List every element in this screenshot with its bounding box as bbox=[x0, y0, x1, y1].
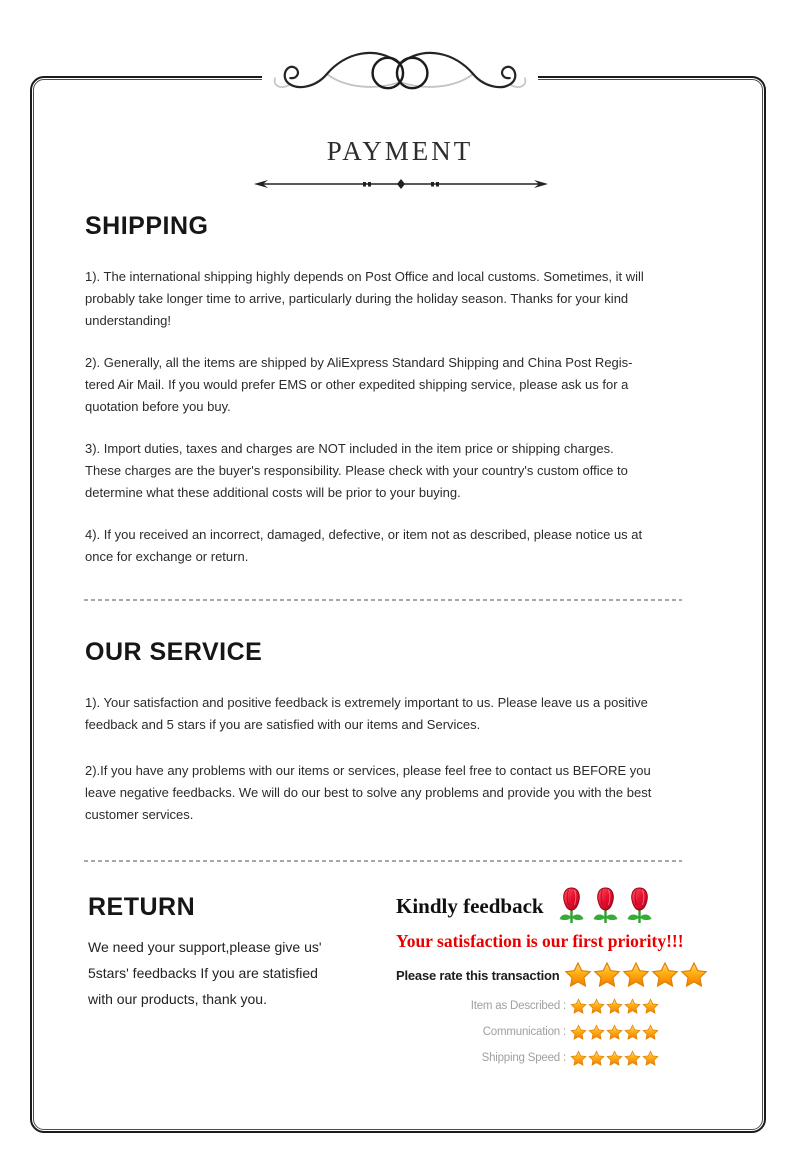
star-icon bbox=[570, 1024, 587, 1041]
rating-row-item-described bbox=[396, 997, 746, 1015]
rating-stars bbox=[569, 1050, 659, 1067]
text-line: probably take longer time to arrive, particularly during the holiday season. Thanks for your kind bbox=[85, 291, 629, 306]
text-line: 2). Generally, all the items are shipped by AliExpress Standard Shipping and China Post Regis- bbox=[85, 355, 633, 370]
text-line: 3). Import duties, taxes and charges are NOT included in the item price or shipping charges. bbox=[85, 441, 614, 456]
text-line: with our products, thank you. bbox=[88, 991, 267, 1007]
return-paragraph bbox=[88, 934, 322, 1012]
text-line: customer services. bbox=[85, 807, 194, 822]
section-divider bbox=[84, 860, 682, 862]
rating-row-label: Communication : bbox=[482, 1026, 566, 1038]
star-icon bbox=[593, 961, 621, 989]
rose-icons bbox=[558, 886, 653, 926]
feedback-panel bbox=[396, 882, 746, 1067]
text-line: 5stars' feedbacks If you are statisfied bbox=[88, 965, 318, 981]
rose-icon bbox=[592, 886, 619, 926]
return-heading: RETURN bbox=[88, 893, 196, 921]
star-icon bbox=[642, 998, 659, 1015]
rate-transaction-label: Please rate this transaction bbox=[396, 967, 560, 983]
rate-transaction-row bbox=[396, 961, 746, 989]
text-line: tered Air Mail. If you would prefer EMS or other expedited shipping service, please ask us for a bbox=[85, 377, 629, 392]
star-icon bbox=[564, 961, 592, 989]
star-icon bbox=[642, 1024, 659, 1041]
star-icon bbox=[606, 1050, 623, 1067]
flourish-ornament-icon bbox=[268, 46, 532, 102]
rating-row-communication bbox=[396, 1023, 746, 1041]
star-icon bbox=[588, 1024, 605, 1041]
star-icon bbox=[651, 961, 679, 989]
service-paragraph-2 bbox=[85, 760, 651, 826]
rose-icon bbox=[626, 886, 653, 926]
star-icon bbox=[624, 998, 641, 1015]
text-line: leave negative feedbacks. We will do our best to solve any problems and provide you with the best bbox=[85, 785, 652, 800]
feedback-title-row bbox=[396, 882, 746, 930]
rating-row-label: Shipping Speed : bbox=[481, 1052, 566, 1064]
rating-row-label: Item as Described : bbox=[470, 1000, 566, 1012]
rating-stars bbox=[569, 1024, 659, 1041]
page-title: PAYMENT bbox=[326, 136, 474, 166]
star-icon bbox=[606, 1024, 623, 1041]
shipping-paragraph-4 bbox=[85, 524, 642, 568]
service-paragraph-1 bbox=[85, 692, 648, 736]
text-line: determine what these additional costs will be prior to your buying. bbox=[85, 485, 461, 500]
rating-stars bbox=[569, 998, 659, 1015]
arrow-divider-icon bbox=[253, 176, 549, 192]
shipping-paragraph-1 bbox=[85, 266, 644, 332]
star-icon bbox=[624, 1024, 641, 1041]
text-line: once for exchange or return. bbox=[85, 549, 249, 564]
star-icon bbox=[606, 998, 623, 1015]
text-line: 1). Your satisfaction and positive feedback is extremely important to us. Please leave us a positive bbox=[85, 695, 648, 710]
text-line: quotation before you buy. bbox=[85, 399, 231, 414]
star-icon bbox=[570, 998, 587, 1015]
star-icon bbox=[588, 1050, 605, 1067]
shipping-heading: SHIPPING bbox=[85, 212, 209, 240]
text-line: understanding! bbox=[85, 313, 172, 328]
section-divider bbox=[84, 599, 682, 601]
shipping-paragraph-3 bbox=[85, 438, 628, 504]
shipping-paragraph-2 bbox=[85, 352, 633, 418]
text-line: 2).If you have any problems with our items or services, please feel free to contact us BEFORE you bbox=[85, 763, 651, 778]
text-line: 4). If you received an incorrect, damaged, defective, or item not as described, please notice us at bbox=[85, 527, 643, 542]
priority-text: Your satisfaction is our first priority!!! bbox=[396, 931, 684, 951]
star-icon bbox=[642, 1050, 659, 1067]
star-icon bbox=[680, 961, 708, 989]
our-service-heading: OUR SERVICE bbox=[85, 638, 263, 666]
text-line: feedback and 5 stars if you are satisfied with our items and Services. bbox=[85, 717, 481, 732]
text-line: These charges are the buyer's responsibility. Please check with your country's custom office to bbox=[85, 463, 628, 478]
star-icon bbox=[624, 1050, 641, 1067]
star-icon bbox=[570, 1050, 587, 1067]
star-icon bbox=[622, 961, 650, 989]
rose-icon bbox=[558, 886, 585, 926]
feedback-title: Kindly feedback bbox=[396, 893, 544, 918]
star-icon bbox=[588, 998, 605, 1015]
rating-row-shipping-speed bbox=[396, 1049, 746, 1067]
overall-rating-stars bbox=[564, 961, 709, 989]
text-line: 1). The international shipping highly depends on Post Office and local customs. Sometimes, it will bbox=[85, 269, 644, 284]
text-line: We need your support,please give us' bbox=[88, 939, 322, 955]
